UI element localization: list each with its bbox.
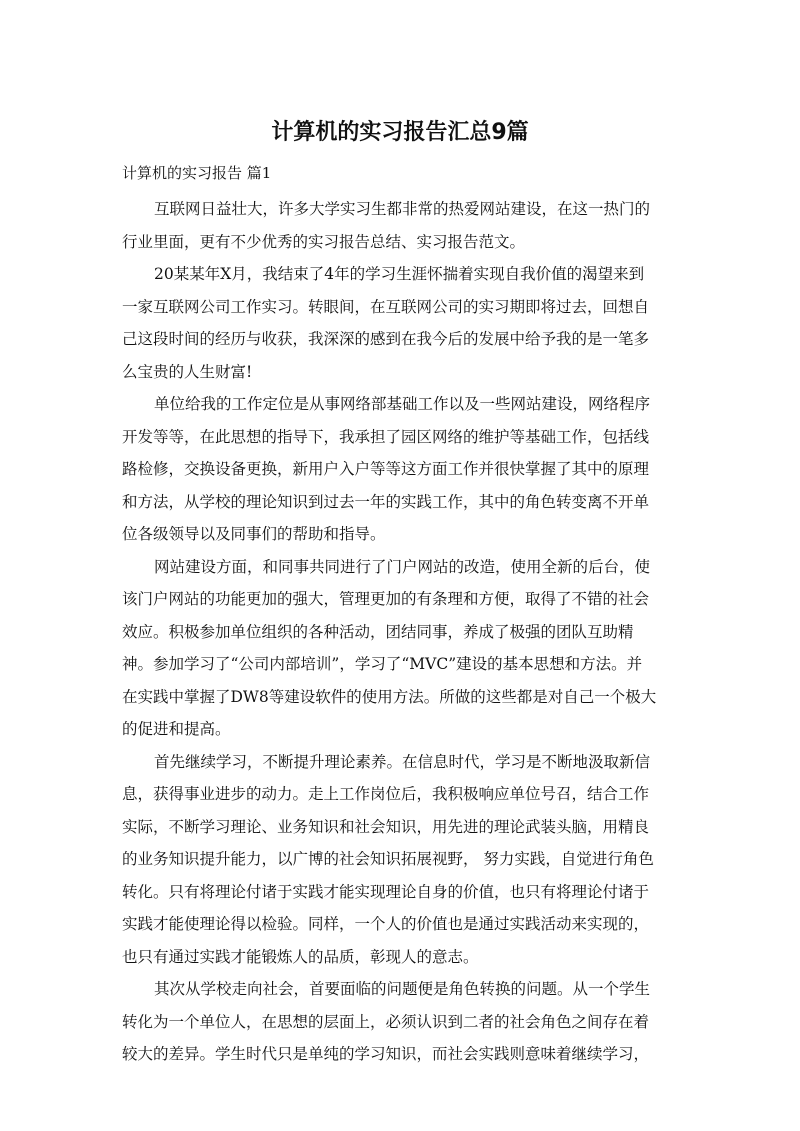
text-line: 转化。只有将理论付诸于实践才能实现理论自身的价值，也只有将理论付诸于 — [122, 882, 650, 901]
text-line: 么宝贵的人生财富! — [122, 362, 253, 381]
text-line: 神。参加学习了“公司内部培训”，学习了“MVC”建设的基本思想和方法。并 — [122, 655, 643, 673]
paragraph — [122, 973, 682, 1071]
section-heading: 计算机的实习报告 篇1 — [122, 164, 272, 182]
text-line: 单位给我的工作定位是从事网络部基础工作以及一些网站建设，网络程序 — [154, 395, 651, 413]
text-line: 20某某年X月，我结束了4年的学习生涯怀揣着实现自我价值的渴望来到 — [154, 265, 645, 283]
text-line: 网站建设方面，和同事共同进行了门户网站的改造，使用全新的后台，使 — [154, 557, 651, 576]
text-line: 一家互联网公司工作实习。转眼间，在互联网公司的实习期即将过去，回想自 — [122, 297, 650, 316]
document-body — [122, 193, 682, 1071]
text-line: 息，获得事业进步的动力。走上工作岗位后，我积极响应单位号召，结合工作 — [122, 785, 650, 803]
text-line: 该门户网站的功能更加的强大，管理更加的有条理和方便，取得了不错的社会 — [122, 590, 650, 608]
text-line: 实践才能使理论得以检验。同样，一个人的价值也是通过实践活动来实现的， — [122, 915, 650, 933]
text-line: 较大的差异。学生时代只是单纯的学习知识，而社会实践则意味着继续学习， — [122, 1045, 650, 1063]
document-title: 计算机的实习报告汇总9篇 — [271, 120, 529, 145]
paragraph — [122, 746, 682, 974]
paragraph — [122, 551, 682, 746]
text-line: 效应。积极参加单位组织的各种活动，团结同事，养成了极强的团队互助精 — [122, 622, 634, 641]
text-line: 和方法，从学校的理论知识到过去一年的实践工作，其中的角色转变离不开单 — [122, 492, 650, 511]
text-line: 互联网日益壮大，许多大学实习生都非常的热爱网站建设，在这一热门的 — [154, 200, 651, 218]
paragraph — [122, 193, 682, 258]
text-line: 路检修，交换设备更换，新用户入户等等这方面工作并很快掌握了其中的原理 — [122, 460, 650, 478]
text-line: 实际，不断学习理论、业务知识和社会知识，用先进的理论武装头脑，用精良 — [122, 817, 650, 836]
text-line: 在实践中掌握了DW8等建设软件的使用方法。所做的这些都是对自己一个极大 — [122, 687, 657, 706]
text-line: 的业务知识提升能力，以广博的社会知识拓展视野， 努力实践，自觉进行角色 — [122, 850, 654, 868]
text-line: 转化为一个单位人，在思想的层面上，必须认识到二者的社会角色之间存在着 — [122, 1012, 650, 1031]
text-line: 其次从学校走向社会，首要面临的问题便是角色转换的问题。从一个学生 — [154, 980, 651, 998]
text-line: 己这段时间的经历与收获，我深深的感到在我今后的发展中给予我的是一笔多 — [122, 330, 650, 348]
paragraph — [122, 258, 682, 388]
text-line: 位各级领导以及同事们的帮助和指导。 — [122, 525, 386, 543]
text-line: 的促进和提高。 — [122, 720, 231, 738]
text-line: 开发等等，在此思想的指导下，我承担了园区网络的维护等基础工作，包括线 — [122, 427, 650, 446]
text-line: 首先继续学习，不断提升理论素养。在信息时代，学习是不断地汲取新信 — [154, 752, 651, 771]
text-line: 行业里面，更有不少优秀的实习报告总结、实习报告范文。 — [122, 232, 526, 251]
paragraph — [122, 388, 682, 551]
text-line: 也只有通过实践才能锻炼人的品质，彰现人的意志。 — [122, 947, 479, 966]
